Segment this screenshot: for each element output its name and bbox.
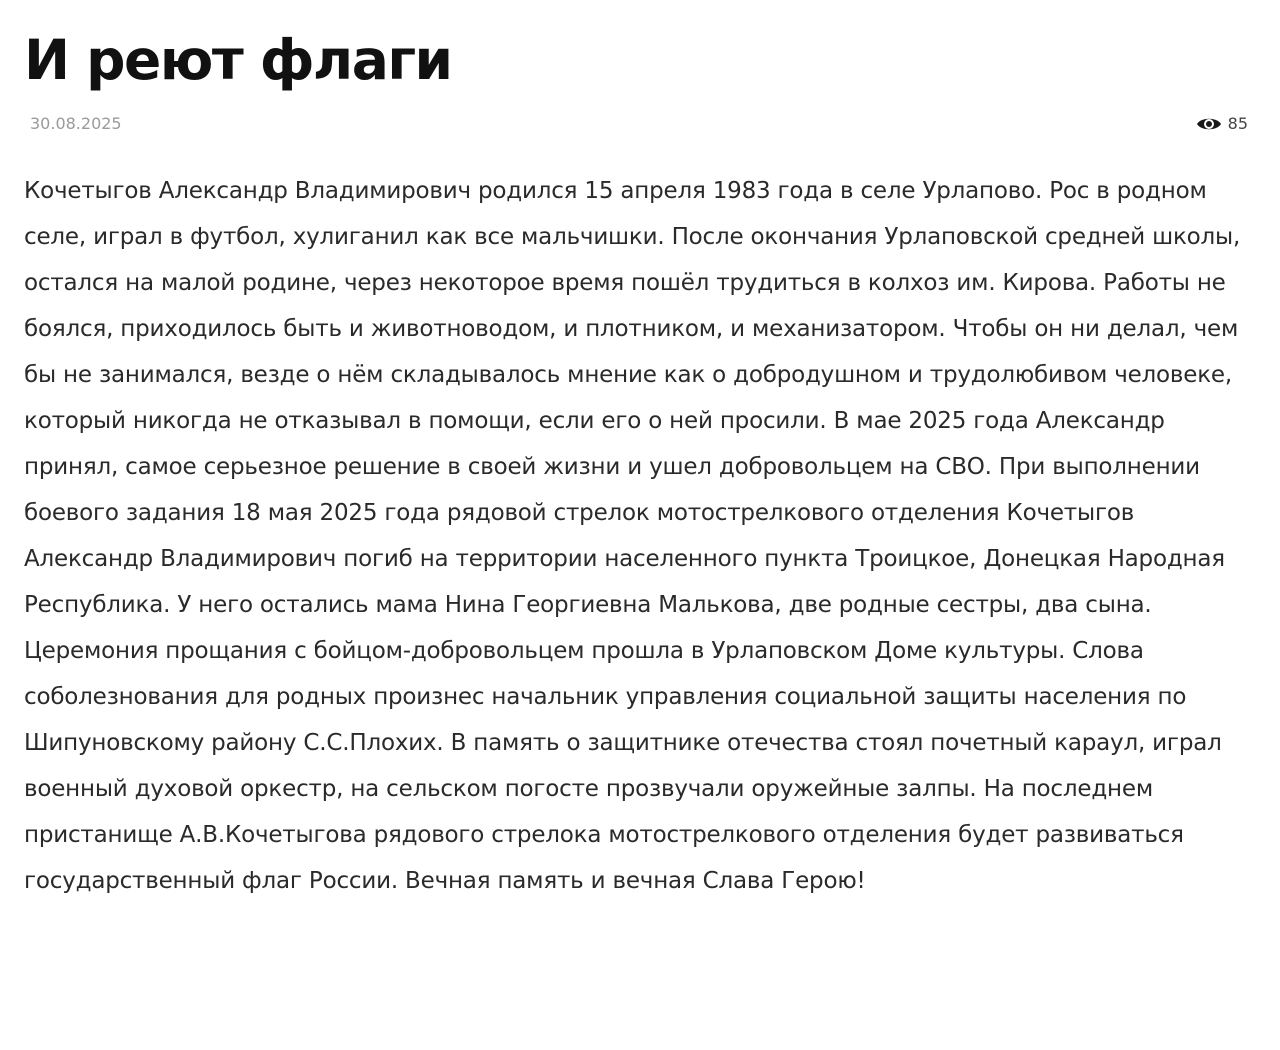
view-counter: [1196, 114, 1248, 133]
article-body: Кочетыгов Александр Владимирович родился 15 апреля 1983 года в селе Урлапово. Рос в родном селе, играл в футбол, хулиганил как все мальчишки. После окончания Урлаповской средней школы, остался на малой родине, через некоторое время пошёл трудиться в колхоз им. Кирова. Работы не боялся, приходилось быть и животноводом, и плотником, и механизатором. Чтобы он ни делал, чем бы не занимался, везде о нём складывалось мнение как о добродушном и трудолюбивом человеке, который никогда не отказывал в помощи, если его о ней просили. В мае 2025 года Александр принял, самое серьезное решение в своей жизни и ушел добровольцем на СВО. При выполнении боевого задания 18 мая 2025 года рядовой стрелок мотострелкового отделения Кочетыгов Александр Владимирович погиб на территории населенного пункта Троицкое, Донецкая Народная Республика. У него остались мама Нина Георгиевна Малькова, две родные сестры, два сына. Церемония прощания с бойцом-добровольцем прошла в Урлаповском Доме культуры. Слова соболезнования для родных произнес начальник управления социальной защиты населения по Шипуновскому району С.С.Плохих. В память о защитнике отечества стоял почетный караул, играл военный духовой оркестр, на сельском погосте прозвучали оружейные залпы. На последнем пристанище А.В.Кочетыгова рядового стрелока мотострелкового отделения будет развиваться государственный флаг России. Вечная память и вечная Слава Герою!: [24, 178, 1241, 894]
eye-icon: [1196, 115, 1222, 133]
views-count: 85: [1227, 114, 1248, 133]
article-title: И реют флаги: [24, 28, 452, 92]
article-meta: [24, 110, 1256, 140]
article: [24, 0, 1256, 904]
publish-date: 30.08.2025: [30, 114, 122, 133]
